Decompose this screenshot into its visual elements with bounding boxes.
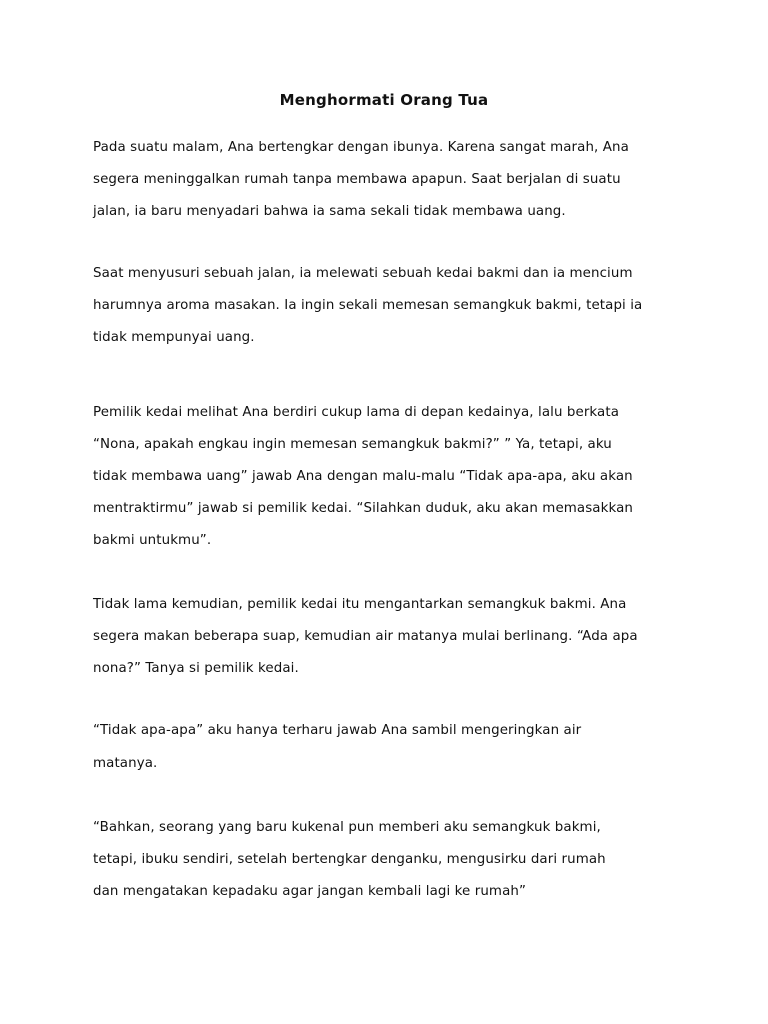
paragraph-1-line-2: segera meninggalkan rumah tanpa membawa apapun. Saat berjalan di suatu [93, 172, 621, 187]
paragraph-6-line-3: dan mengatakan kepadaku agar jangan kembali lagi ke rumah” [93, 884, 526, 899]
paragraph-4-line-2: segera makan beberapa suap, kemudian air matanya mulai berlinang. “Ada apa [93, 629, 638, 644]
paragraph-5-line-2: matanya. [93, 756, 158, 771]
paragraph-1-line-1: Pada suatu malam, Ana bertengkar dengan ibunya. Karena sangat marah, Ana [93, 140, 629, 155]
paragraph-3-line-5: bakmi untukmu”. [93, 533, 212, 548]
paragraph-4-line-3: nona?” Tanya si pemilik kedai. [93, 661, 299, 676]
paragraph-3-line-1: Pemilik kedai melihat Ana berdiri cukup lama di depan kedainya, lalu berkata [93, 405, 620, 420]
paragraph-2-line-1: Saat menyusuri sebuah jalan, ia melewati sebuah kedai bakmi dan ia mencium [93, 266, 633, 281]
paragraph-6-line-1: “Bahkan, seorang yang baru kukenal pun memberi aku semangkuk bakmi, [93, 820, 601, 835]
paragraph-2-line-2: harumnya aroma masakan. Ia ingin sekali memesan semangkuk bakmi, tetapi ia [93, 298, 643, 313]
paragraph-6-line-2: tetapi, ibuku sendiri, setelah bertengkar denganku, mengusirku dari rumah [93, 852, 606, 867]
paragraph-5-line-1: “Tidak apa-apa” aku hanya terharu jawab Ana sambil mengeringkan air [93, 723, 582, 738]
page-title: Menghormati Orang Tua [279, 91, 489, 109]
paragraph-2-line-3: tidak mempunyai uang. [93, 330, 255, 345]
paragraph-3-line-3: tidak membawa uang” jawab Ana dengan malu-malu “Tidak apa-apa, aku akan [93, 469, 633, 484]
paragraph-1-line-3: jalan, ia baru menyadari bahwa ia sama sekali tidak membawa uang. [93, 204, 566, 219]
paragraph-4-line-1: Tidak lama kemudian, pemilik kedai itu mengantarkan semangkuk bakmi. Ana [93, 597, 627, 612]
paragraph-3-line-2: “Nona, apakah engkau ingin memesan semangkuk bakmi?” ” Ya, tetapi, aku [93, 437, 612, 452]
paragraph-3-line-4: mentraktirmu” jawab si pemilik kedai. “Silahkan duduk, aku akan memasakkan [93, 501, 633, 516]
